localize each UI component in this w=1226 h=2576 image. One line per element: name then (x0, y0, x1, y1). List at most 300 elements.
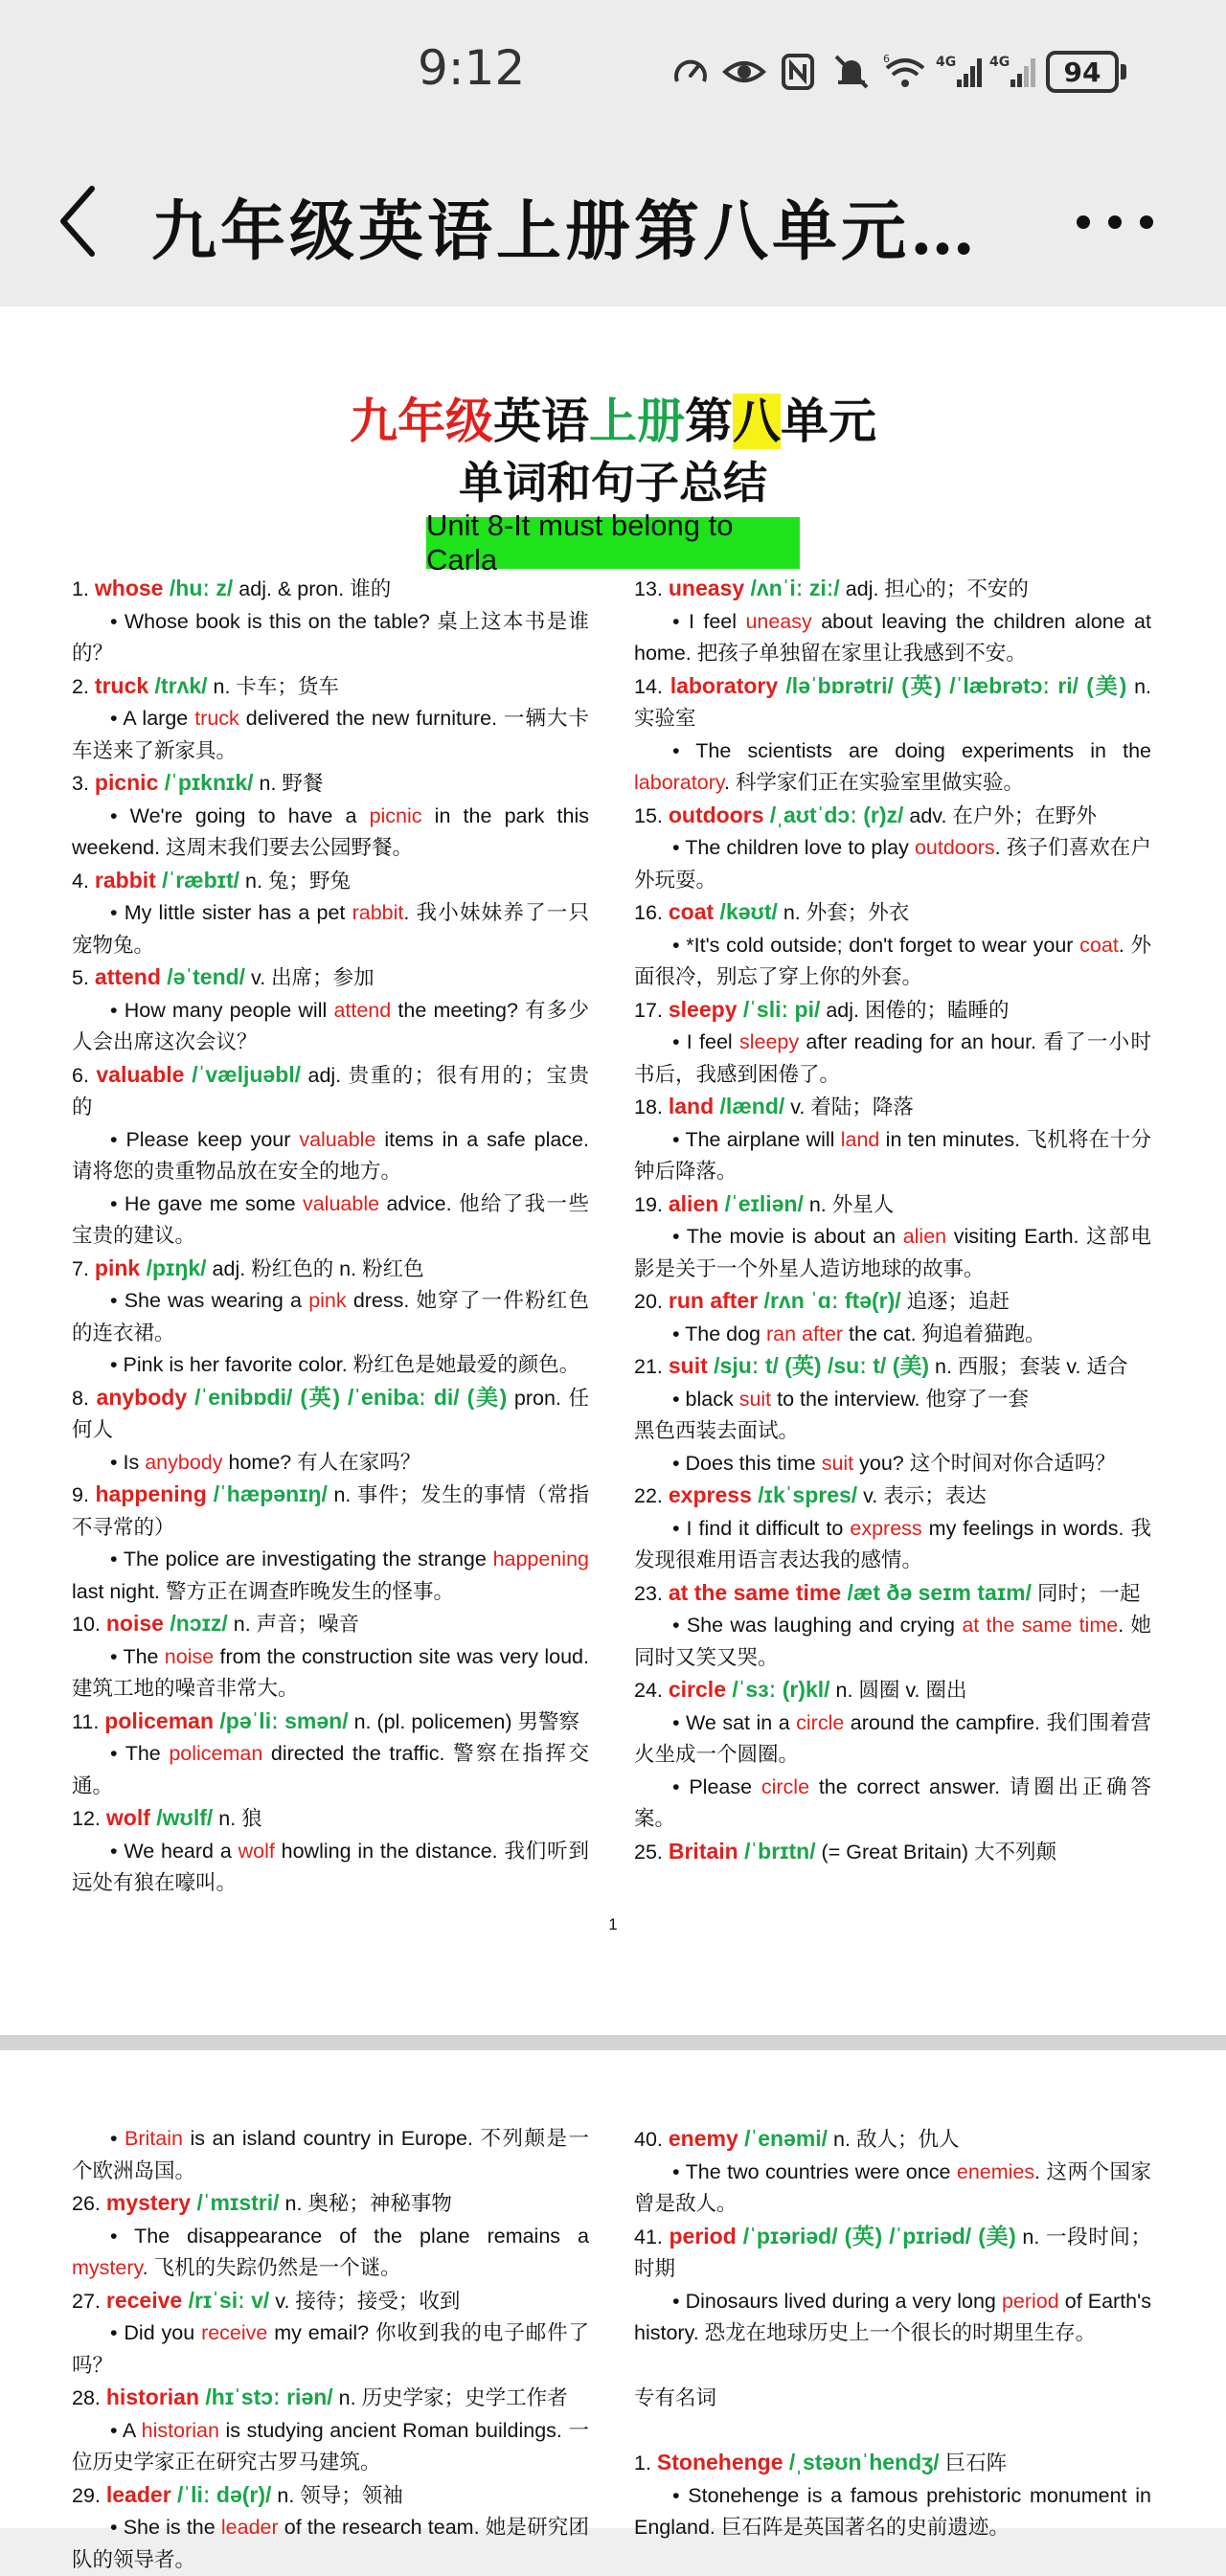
entry-headline (634, 800, 1151, 833)
highlight-word: rabbit (352, 901, 404, 924)
highlight-word: anybody (145, 1451, 222, 1474)
example-sentence (634, 1124, 1151, 1188)
example-text: howling in the distance. 我们听到远处有狼在嚎叫。 (72, 1840, 589, 1895)
example-text: from the construction site was very loud. 建筑工地的噪音非常大。 (72, 1645, 589, 1701)
example-text: The police are investigating the strange (124, 1548, 493, 1570)
example-text: book is this on the table? 桌上这本书是谁的？ (72, 610, 589, 666)
document-page-2 (0, 2050, 1226, 2528)
entry-definition: n. 领导；领袖 (271, 2484, 402, 2507)
entry-definition: n. 圆圈 v. 圈出 (830, 1679, 967, 1702)
entry-definition: adj. 贵重的；很有用的；宝贵的 (72, 1064, 589, 1119)
example-text: of Earth's history. 恐龙在地球历史上一个很长的时期里生存。 (634, 2290, 1151, 2345)
example-text: The disappearance of the plane remains a (134, 2225, 589, 2248)
more-dot-icon (1077, 215, 1090, 229)
entry-word: sleepy (669, 997, 738, 1022)
entry-number: 29. (72, 2484, 106, 2507)
left-column (72, 573, 589, 1900)
vocab-entry (72, 1059, 589, 1253)
entry-phonetic: /hɪˈstɔː riən/ (199, 2384, 333, 2409)
vocab-entry (634, 1285, 1151, 1350)
example-text: is studying ancient Roman buildings. 一位历史学家正在研究古罗马建筑。 (72, 2419, 589, 2474)
example-sentence (72, 2512, 589, 2576)
bullet: • (672, 1452, 686, 1475)
entry-phonetic: /ɪkˈspres/ (752, 1482, 857, 1507)
entry-word: picnic (95, 770, 158, 795)
vocab-entry (634, 1836, 1151, 1869)
entry-number: 11. (72, 1710, 104, 1733)
vocab-entry (72, 670, 589, 768)
title-part: 英语 (493, 394, 589, 449)
entry-word: period (670, 2224, 737, 2248)
entry-phonetic: /wʊlf/ (150, 1805, 213, 1830)
bullet: • (672, 836, 685, 859)
entry-headline (72, 1479, 589, 1544)
bullet: • (672, 2290, 686, 2313)
highlight-word: at the same time (962, 1614, 1118, 1637)
page-title: 九年级英语上册第八单元… (151, 180, 979, 273)
example-text: in the park this weekend. 这周末我们要去公园野餐。 (72, 804, 589, 860)
example-text: my email? 你收到我的电子邮件了吗？ (72, 2321, 589, 2377)
entry-definition: n. 奥秘；神秘事物 (280, 2192, 452, 2215)
entry-word: noise (106, 1611, 164, 1636)
example-sentence (634, 2480, 1151, 2544)
entry-definition: adv. 在户外；在野外 (903, 804, 1097, 827)
entry-definition: n. (pl. policemen) 男警察 (349, 1710, 579, 1733)
entry-headline (72, 865, 589, 898)
example-text: in ten minutes. 飞机将在十分钟后降落。 (634, 1128, 1151, 1184)
entry-definition: adj. 担心的；不安的 (840, 577, 1029, 600)
entry-word: rabbit (95, 868, 156, 893)
entry-word: truck (95, 673, 148, 698)
vocab-entry (634, 670, 1151, 800)
entry-phonetic: /ˈhæpənɪŋ/ (207, 1481, 328, 1506)
bullet: • (110, 999, 125, 1022)
example-text: . 科学家们正在实验室里做实验。 (724, 771, 1024, 794)
entry-headline (634, 1285, 1151, 1319)
entry-definition: n. 实验室 (634, 675, 1151, 731)
entry-number: 40. (634, 2128, 669, 2151)
example-text: advice. 他给了我一些宝贵的建议。 (72, 1192, 589, 1248)
example-text: the correct answer. 请圈出正确答案。 (634, 1775, 1151, 1831)
vocab-entry (72, 767, 589, 865)
entry-definition: v. 表示；表达 (857, 1484, 987, 1507)
entry-word: policeman (104, 1708, 214, 1733)
entry-word: receive (106, 2288, 182, 2313)
highlight-word: Britain (125, 2127, 183, 2150)
example-text: around the campfire. 我们围着营火坐成一个圆圈。 (634, 1711, 1151, 1767)
example-sentence (634, 606, 1151, 670)
bullet: • (110, 1192, 125, 1215)
example-text: you? 这个时间对你合适吗？ (853, 1452, 1116, 1475)
highlight-word: express (850, 1517, 921, 1540)
bullet: • (110, 804, 130, 827)
example-sentence (72, 1836, 589, 1900)
battery-indicator (1046, 51, 1126, 93)
example-sentence (72, 2415, 589, 2479)
example-text: She was laughing and crying (687, 1614, 962, 1637)
highlight-word: pink (308, 1289, 346, 1312)
entry-definition: n. 兔；野兔 (239, 870, 351, 893)
bullet: • (672, 1322, 685, 1345)
entry-number: 22. (634, 1484, 669, 1507)
bullet: • (672, 1775, 689, 1798)
highlight-word: happening (493, 1548, 589, 1570)
entry-headline (72, 961, 589, 995)
bullet: • (110, 1353, 124, 1376)
example-text: last night. 警方正在调查昨晚发生的怪事。 (72, 1580, 454, 1603)
entry-word: at the same time (669, 1580, 841, 1605)
status-time: 9:12 (418, 40, 525, 96)
example-text: The airplane will (685, 1128, 840, 1151)
entry-phonetic: /ˈræbɪt/ (156, 868, 239, 893)
entry-phonetic: /rʌn ˈɑː ftə(r)/ (758, 1288, 901, 1313)
entry-number: 17. (634, 999, 669, 1022)
highlight-word: historian (142, 2419, 219, 2442)
example-text: dress. 她穿了一件粉红色的连衣裙。 (72, 1289, 589, 1344)
entry-phonetic: /ˈeɪliən/ (718, 1191, 804, 1216)
doc-subtitle: 单词和句子总结 (0, 448, 1226, 511)
highlight-word: suit (822, 1452, 853, 1475)
bullet: • (110, 901, 125, 924)
entry-phonetic: /huː z/ (163, 576, 233, 600)
entry-number: 27. (72, 2290, 106, 2313)
entry-number: 8. (72, 1387, 97, 1410)
entry-word: Britain (669, 1839, 738, 1864)
entry-number: 9. (72, 1483, 95, 1506)
entry-headline (634, 670, 1151, 735)
entry-number: 6. (72, 1064, 96, 1087)
entry-phonetic: /rɪˈsiː v/ (182, 2288, 269, 2313)
highlight-word: outdoors (915, 836, 995, 859)
bullet: • (110, 1289, 125, 1312)
example-text: . 飞机的失踪仍然是一个谜。 (143, 2256, 401, 2279)
entry-phonetic: /ˈvæljuəbl/ (184, 1062, 301, 1087)
highlight-word: land (841, 1128, 880, 1151)
entry-definition: 同时；一起 (1032, 1582, 1140, 1605)
bullet: • (672, 1614, 687, 1637)
entry-headline (72, 1608, 589, 1641)
highlight-word: receive (201, 2321, 267, 2344)
entry-number: 15. (634, 804, 669, 827)
vocab-entry (72, 2285, 589, 2383)
entry-word: coat (669, 899, 714, 924)
bullet: • (110, 2516, 124, 2539)
entry-word: laboratory (670, 673, 778, 698)
example-text: The children love to play (685, 836, 915, 859)
svg-text:4G: 4G (989, 55, 1010, 70)
entry-phonetic: /ˈenəmi/ (738, 2126, 828, 2151)
entry-phonetic: /ˈpɪknɪk/ (158, 770, 253, 795)
example-text: Pink is her favorite color. 粉红色是她最爱的颜色。 (124, 1353, 580, 1376)
example-text: A large (123, 707, 194, 730)
vocab-entry (72, 2479, 589, 2576)
entry-definition: 巨石阵 (940, 2452, 1007, 2474)
entry-number: 20. (634, 1290, 669, 1313)
entry-headline (634, 994, 1151, 1028)
example-sentence (72, 1447, 589, 1480)
blurred-text: black (686, 1388, 739, 1411)
entry-phonetic: /trʌk/ (148, 673, 207, 698)
vocab-entry (72, 1802, 589, 1900)
example-sentence (634, 1610, 1151, 1674)
example-text: The (125, 1742, 170, 1765)
example-sentence (634, 2157, 1151, 2221)
entry-word: whose (95, 576, 164, 600)
vocab-entry (72, 1608, 589, 1706)
entry-headline (634, 2221, 1151, 2286)
example-text: . 外面很冷，别忘了穿上你的外套。 (634, 934, 1151, 989)
example-text: the meeting? 有多少人会出席这次会议？ (72, 999, 589, 1054)
bullet: • (672, 1388, 686, 1411)
example-sentence (72, 897, 589, 961)
example-sentence (634, 2286, 1151, 2350)
example-sentence (634, 1448, 1151, 1480)
example-text: Did you (124, 2321, 201, 2344)
example-text: *It's cold outside; don't forget to wear your (686, 934, 1079, 957)
vocab-entry (634, 2447, 1151, 2544)
example-sentence (72, 1544, 589, 1608)
bullet: • (110, 2321, 124, 2344)
example-text: . 这两个国家曾是敌人。 (634, 2160, 1151, 2216)
entry-headline (72, 2187, 589, 2221)
vocab-entry (72, 1479, 589, 1608)
bullet: • (110, 1548, 124, 1570)
highlight-word: circle (796, 1711, 844, 1734)
highlight-word: policeman (169, 1742, 262, 1765)
more-options-button[interactable] (1077, 203, 1153, 241)
entry-phonetic: /ʌnˈiː ziː/ (744, 576, 840, 600)
example-sentence (72, 606, 589, 670)
example-text: . 孩子们喜欢在户外玩耍。 (634, 836, 1151, 892)
entry-number: 5. (72, 966, 95, 989)
highlight-word: circle (761, 1775, 809, 1798)
example-sentence (634, 930, 1151, 994)
example-sentence (634, 1513, 1151, 1577)
bullet: • (110, 1128, 125, 1151)
title-part: 上册 (589, 394, 685, 449)
example-text: . 我小妹妹养了一只宠物兔。 (72, 901, 589, 957)
example-sentence (72, 1641, 589, 1706)
bullet: • (672, 1225, 687, 1248)
signal-4g-icon (939, 52, 979, 92)
entry-number: 24. (634, 1679, 669, 1702)
vocab-entry (72, 865, 589, 962)
vocab-entry (634, 800, 1151, 897)
entry-headline (634, 573, 1151, 606)
title-part: 单元 (781, 394, 876, 449)
highlight-word: coat (1079, 934, 1119, 957)
entry-definition: 追逐；追赶 (901, 1290, 1010, 1313)
entry-definition: adj. 困倦的；瞌睡的 (820, 999, 1009, 1022)
example-sentence (72, 703, 589, 767)
example-sentence (72, 2221, 589, 2285)
right-column-page-2 (634, 2123, 1151, 2544)
vocab-entry (72, 961, 589, 1059)
entry-word: enemy (669, 2126, 738, 2151)
entry-headline (634, 1091, 1151, 1124)
example-sentence (72, 2317, 589, 2382)
entry-number: 3. (72, 772, 95, 795)
entry-headline (72, 2285, 589, 2318)
entry-phonetic: /ˌstəʊnˈhendʒ/ (783, 2450, 940, 2474)
bullet: • (110, 2127, 125, 2150)
eye-icon (724, 52, 764, 92)
left-column-page-2 (72, 2123, 589, 2576)
example-sentence (72, 995, 589, 1059)
entry-headline (634, 1836, 1151, 1869)
bullet: • (110, 1742, 125, 1765)
unit-badge: Unit 8-It must belong to Carla (426, 517, 800, 569)
entry-definition: n. 一段时间；时期 (634, 2226, 1151, 2281)
entry-definition: n. 卡车；货车 (208, 675, 339, 698)
example-text: How many people will (125, 999, 334, 1022)
highlight-word: valuable (299, 1128, 375, 1151)
vocab-entry (634, 1577, 1151, 1675)
highlight-word: period (1002, 2290, 1059, 2313)
entry-phonetic: /ˈbrɪtn/ (738, 1839, 816, 1864)
more-dot-icon (1140, 215, 1153, 229)
entry-phonetic: /ˈsɜː (r)kl/ (726, 1677, 830, 1702)
entry-number: 12. (72, 1807, 106, 1830)
highlight-word: ran after (766, 1322, 843, 1345)
example-text: Please (689, 1775, 761, 1798)
entry-headline (72, 1253, 589, 1286)
entry-number: 18. (634, 1096, 669, 1119)
vocab-entry (72, 573, 589, 670)
highlight-word: valuable (303, 1192, 379, 1215)
highlight-word: truck (194, 707, 239, 730)
example-text: I feel (689, 610, 745, 633)
bullet: • (672, 610, 689, 633)
entry-headline (634, 1674, 1151, 1707)
example-text: after reading for an hour. 看了一小时书后，我感到困倦了。 (634, 1030, 1151, 1086)
entry-definition: v. 出席；参加 (245, 966, 375, 989)
entry-definition: n. 野餐 (254, 772, 324, 795)
example-text: The movie is about an (687, 1225, 903, 1248)
example-text: The scientists are doing experiments in the (695, 739, 1151, 762)
page-number: 1 (0, 1915, 1226, 1934)
entry-number: 14. (634, 675, 670, 698)
entry-definition: n. 狼 (213, 1807, 261, 1830)
battery-level: 94 (1046, 51, 1119, 93)
example-text: She was wearing a (125, 1289, 308, 1312)
vocab-entry (634, 1480, 1151, 1577)
entry-word: run after (669, 1288, 758, 1313)
signal-4g-icon (992, 52, 1033, 92)
bullet: • (672, 2484, 688, 2507)
entry-number: 23. (634, 1582, 669, 1605)
entry-definition: (= Great Britain) 大不列颠 (816, 1841, 1056, 1864)
bullet: • (672, 934, 686, 957)
example-text: the cat. 狗追着猫跑。 (843, 1322, 1045, 1345)
entry-headline (634, 1188, 1151, 1222)
entry-headline (634, 1480, 1151, 1513)
entry-phonetic: /æt ðə seɪm taɪm/ (841, 1580, 1032, 1605)
example-text: I feel (687, 1030, 739, 1053)
entry-headline (634, 1350, 1151, 1384)
example-sentence (634, 1027, 1151, 1091)
vocab-entry (634, 896, 1151, 994)
entry-number: 41. (634, 2226, 670, 2248)
entry-number: 19. (634, 1193, 669, 1216)
vocab-entry (634, 573, 1151, 670)
entry-number: 21. (634, 1355, 669, 1378)
highlight-word: noise (165, 1645, 214, 1668)
entry-number: 26. (72, 2192, 106, 2215)
vocab-entry (72, 2382, 589, 2479)
example-text: We heard a (124, 1840, 238, 1863)
entry-word: Stonehenge (657, 2450, 783, 2474)
entry-phonetic: /kəʊt/ (714, 899, 778, 924)
document-page-1 (0, 306, 1226, 2035)
doc-title (0, 383, 1226, 452)
example-text: visiting Earth. 这部电影是关于一个外星人造访地球的故事。 (634, 1225, 1151, 1280)
entry-definition: pron. 任何人 (72, 1387, 589, 1442)
entry-phonetic: /ˈpɪəriəd/ (英) /ˈpɪriəd/ (美) (737, 2224, 1016, 2248)
title-part: 第 (685, 394, 733, 449)
entry-number: 1. (72, 577, 95, 600)
entry-phonetic: /ˌaʊtˈdɔː (r)z/ (764, 802, 904, 827)
entry-word: uneasy (669, 576, 744, 600)
example-text: my feelings in words. 我发现很难用语言表达我的感情。 (634, 1517, 1151, 1572)
bullet: • (672, 1517, 687, 1540)
example-text: directed the traffic. 警察在指挥交通。 (72, 1742, 589, 1797)
entry-word: land (669, 1094, 714, 1119)
chevron-left-icon (56, 183, 100, 260)
entry-headline (634, 2123, 1151, 2157)
entry-word: suit (669, 1353, 708, 1378)
entry-headline (72, 1382, 589, 1447)
example-text: about leaving the children alone at home. 把孩子单独留在家里让我感到不安。 (634, 610, 1151, 666)
entry-word: attend (95, 964, 161, 989)
entry-definition: n. 历史学家；史学工作者 (333, 2386, 568, 2409)
entry-headline (72, 1059, 589, 1124)
example-sentence (634, 832, 1151, 896)
back-button[interactable] (44, 178, 111, 264)
entry-word: outdoors (669, 802, 764, 827)
example-text: Dinosaurs lived during a very long (686, 2290, 1002, 2313)
bullet: • (110, 1451, 124, 1474)
example-sentence (634, 735, 1151, 800)
entry-phonetic: /ˈliː də(r)/ (171, 2482, 272, 2507)
vocab-entry (634, 1350, 1151, 1480)
highlight-word: leader (221, 2516, 279, 2539)
example-sentence (72, 1349, 589, 1382)
entry-word: pink (95, 1255, 140, 1280)
bullet: • (672, 1030, 687, 1053)
app-header (0, 144, 1226, 306)
entry-headline (72, 767, 589, 801)
bullet: • (110, 1840, 124, 1863)
speedometer-icon (670, 52, 711, 92)
bullet: • (110, 610, 125, 633)
entry-definition: n. 敌人；仇人 (828, 2128, 959, 2151)
example-text: The dog (685, 1322, 766, 1345)
entry-number: 25. (634, 1841, 669, 1864)
example-text: to the interview. 他穿了一套 (771, 1388, 1029, 1411)
entry-word: happening (95, 1481, 206, 1506)
entry-word: leader (106, 2482, 171, 2507)
entry-word: historian (106, 2384, 199, 2409)
vocab-entry (634, 2221, 1151, 2350)
bullet: • (672, 739, 695, 762)
example-text: . 她同时又笑又哭。 (634, 1614, 1151, 1669)
entry-headline (634, 2447, 1151, 2480)
entry-number: 7. (72, 1257, 95, 1280)
entry-phonetic: /pɪŋk/ (140, 1255, 206, 1280)
entry-headline (72, 2382, 589, 2415)
example-sentence (72, 1124, 589, 1188)
